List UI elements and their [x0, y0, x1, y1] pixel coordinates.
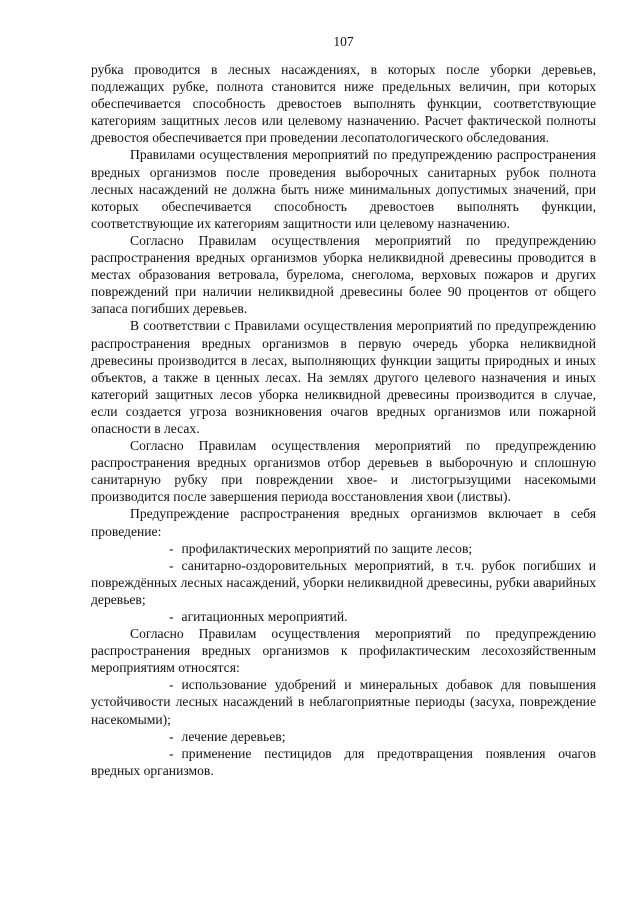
- paragraph-3: Согласно Правилам осуществления мероприятий по предупреждению распространения вредных организмов уборка неликвидной древесины проводится в местах образования ветровала, бурелома, снеголома, верховых пожаров и других повреждений при наличии неликвидной древесины более 90 процентов от общего запаса погибших деревьев.: [91, 232, 596, 317]
- list-dash: -: [169, 677, 174, 693]
- list-item: [91, 676, 596, 727]
- list-item-text: санитарно-оздоровительных мероприятий, в т.ч. рубок погибших и повреждённых лесных насаждений, уборки неликвидной древесины, рубки аварийных деревьев;: [91, 557, 596, 607]
- paragraph-2: Правилами осуществления мероприятий по предупреждению распространения вредных организмов после проведения выборочных санитарных рубок полнота лесных насаждений не должна быть ниже минимальных допустимых значений, при которых обеспечивается способность древостоев выполнять функции, соответствующие их категориям защитности или целевому назначению.: [91, 147, 596, 231]
- list-item: [91, 608, 596, 625]
- list-item: [91, 728, 596, 745]
- list-item-text: лечение деревьев;: [181, 728, 286, 744]
- list-dash: -: [169, 540, 174, 556]
- list-item: [91, 745, 596, 779]
- paragraph-7: Согласно Правилам осуществления мероприятий по предупреждению распространения вредных организмов к профилактическим лесохозяйственным мероприятиям относятся:: [91, 626, 596, 676]
- page-number: 107: [333, 34, 354, 49]
- list-item-text: агитационных мероприятий.: [181, 609, 348, 624]
- document-page: [91, 34, 596, 779]
- paragraph-6: Предупреждение распространения вредных организмов включает в себя проведение:: [91, 506, 596, 539]
- list-item: [91, 557, 596, 608]
- list-dash: -: [169, 609, 174, 624]
- list-item: [91, 540, 596, 557]
- list-dash: -: [169, 728, 174, 744]
- list-item-text: использование удобрений и минеральных добавок для повышения устойчивости лесных насаждений в неблагоприятные периоды (засуха, повреждение насекомыми);: [91, 677, 596, 727]
- list-dash: -: [169, 557, 174, 573]
- paragraph-5: Согласно Правилам осуществления мероприятий по предупреждению распространения вредных организмов отбор деревьев в выборочную и сплошную санитарную рубку при повреждении хвое- и листогрызущими насекомыми производится после завершения периода восстановления хвои (листвы).: [91, 438, 596, 505]
- paragraph-1: рубка проводится в лесных насаждениях, в которых после уборки деревьев, подлежащих рубке, полнота становится ниже предельных величин, при которых обеспечивается способность древостоев выполнять функции, соответствующие категориям защитных лесов или целевому назначению. Расчет фактической полноты древостоя обеспечивается при проведении лесопатологического обследования.: [91, 62, 596, 146]
- list-item-text: профилактических мероприятий по защите лесов;: [181, 540, 473, 556]
- list-dash: -: [169, 745, 174, 761]
- paragraph-4: В соответствии с Правилами осуществления мероприятий по предупреждению распространения вредных организмов в первую очередь уборка неликвидной древесины производится в лесах, выполняющих функции защиты природных и иных объектов, а также в ценных лесах. На землях другого целевого назначения и иных категорий защитных лесов уборка неликвидной древесины производится в случае, если создается угроза возникновения очагов вредных организмов или пожарной опасности в лесах.: [91, 318, 596, 436]
- list-item-text: применение пестицидов для предотвращения появления очагов вредных организмов.: [91, 745, 596, 778]
